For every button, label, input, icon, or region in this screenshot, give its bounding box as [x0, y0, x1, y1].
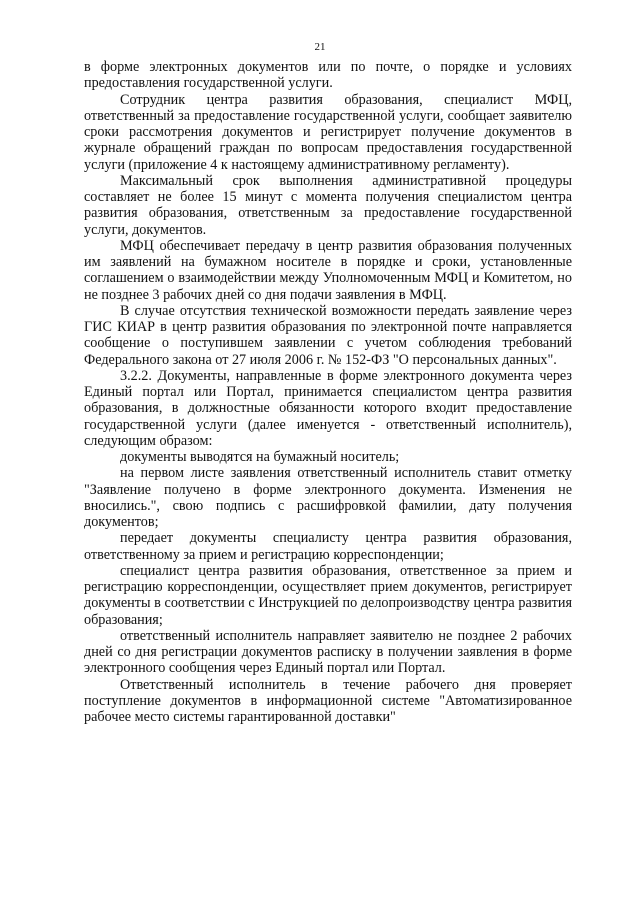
- paragraph-check-receipt: Ответственный исполнитель в течение рабочего дня проверяет поступление документов в информационной системе "Автоматизированное рабочее место системы гарантированной доставки": [84, 676, 572, 725]
- paragraph-mfc-transfer: МФЦ обеспечивает передачу в центр развития образования полученных им заявлений на бумажном носителе в порядке и сроки, установленные соглашением о взаимодействии между Уполномоченным МФЦ и Комитетом, но не позднее 3 рабочих дней со дня подачи заявления в МФЦ.: [84, 237, 572, 303]
- paragraph-max-time: Максимальный срок выполнения административной процедуры составляет не более 15 минут с момента получения специалистом центра развития образования, ответственным за предоставление государственной услуги, документов.: [84, 172, 572, 238]
- list-item-pass-to-specialist: передает документы специалисту центра развития образования, ответственному за прием и регистрацию корреспонденции;: [84, 530, 572, 563]
- paragraph-3-2-2: 3.2.2. Документы, направленные в форме электронного документа через Единый портал или Портал, принимается специалистом центра развития образования, в должностные обязанности которого входит предоставление государственной услуги (далее именуется - ответственный исполнитель), следующим образом:: [84, 367, 572, 449]
- paragraph-employee-informs: Сотрудник центра развития образования, специалист МФЦ, ответственный за предоставление государственной услуги, сообщает заявителю сроки рассмотрения документов и регистрирует получение документов в журнале обращений граждан по вопросам предоставления государственной услуги (приложение 4 к настоящему административному регламенту).: [84, 91, 572, 173]
- paragraph-no-technical-possibility: В случае отсутствия технической возможности передать заявление через ГИС КИАР в центр развития образования по электронной почте направляется сообщение о поступившем заявлении с учетом соблюдения требований Федерального закона от 27 июля 2006 г. № 152-ФЗ "О персональных данных".: [84, 302, 572, 368]
- document-body: [84, 59, 572, 725]
- list-item-mark-first-sheet: на первом листе заявления ответственный исполнитель ставит отметку "Заявление получено в форме электронного документа. Изменения не вносились.", свою подпись с расшифровкой фамилии, дату получения документов;: [84, 465, 572, 530]
- list-item-register-documents: специалист центра развития образования, ответственное за прием и регистрацию корреспонденции, осуществляет прием документов, регистрирует документы в соответствии с Инструкцией по делопроизводству центра развития образования;: [84, 562, 572, 628]
- list-item-send-receipt: ответственный исполнитель направляет заявителю не позднее 2 рабочих дней со дня регистрации документов расписку в получении заявления в форме электронного сообщения через Единый портал или Портал.: [84, 627, 572, 677]
- page-number: 21: [314, 41, 326, 53]
- list-item-print-documents: документы выводятся на бумажный носитель;: [120, 449, 400, 465]
- paragraph-continuation: в форме электронных документов или по почте, о порядке и условиях предоставления государственной услуги.: [84, 59, 572, 92]
